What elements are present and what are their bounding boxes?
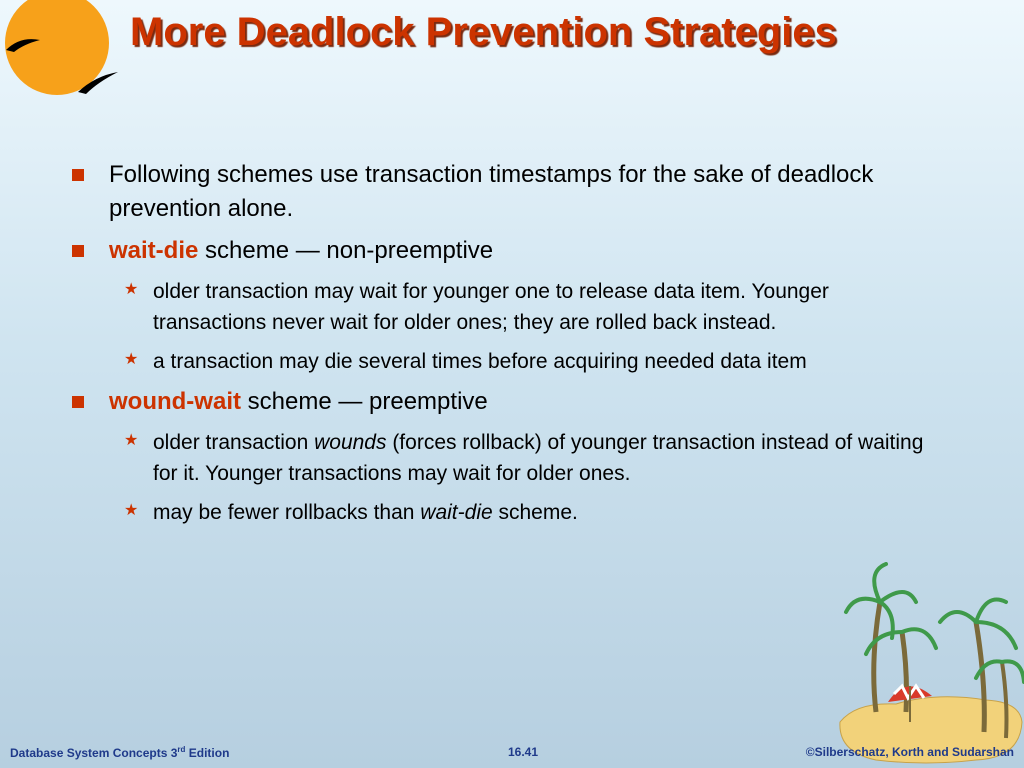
keyword-wound-wait: wound-wait: [109, 388, 241, 415]
star-bullet-icon: ★: [124, 351, 139, 368]
sub-bullet-item: [72, 497, 932, 528]
sub-bullet-text: a transaction may die several times before acquiring needed data item: [153, 350, 807, 373]
footer: [0, 745, 1024, 765]
italic-term: wait-die: [420, 501, 493, 524]
sun-birds-logo-icon: [0, 0, 130, 100]
square-bullet-icon: [72, 245, 84, 257]
bullet-text: scheme — preemptive: [240, 388, 488, 415]
star-bullet-icon: ★: [124, 502, 139, 519]
footer-page-number: 16.41: [508, 745, 539, 759]
square-bullet-icon: [72, 169, 84, 181]
italic-term: wounds: [314, 431, 387, 454]
slide-content: [72, 158, 932, 536]
square-bullet-icon: [72, 396, 84, 408]
bullet-item: [72, 385, 932, 419]
bullet-text: Following schemes use transaction timestamps for the sake of deadlock prevention alone.: [109, 161, 874, 222]
star-bullet-icon: ★: [124, 281, 139, 298]
sub-bullet-item: [72, 427, 932, 489]
sub-bullet-text: older transaction may wait for younger one to release data item. Younger transactions never wait for older ones; they are rolled back instead.: [153, 280, 829, 334]
bullet-item: [72, 158, 932, 226]
sub-bullet-item: [72, 276, 932, 338]
bullet-item: [72, 234, 932, 268]
footer-copyright: ©Silberschatz, Korth and Sudarshan: [805, 745, 1014, 759]
slide-title: More Deadlock Prevention Strategies: [130, 10, 837, 54]
palm-island-icon: [836, 562, 1024, 768]
sub-bullet-item: [72, 346, 932, 377]
sub-bullet-text-pre: older transaction: [153, 431, 315, 454]
sub-bullet-text-post: (forces rollback) of younger transaction instead of waiting for it. Younger transactions may wait for older ones.: [153, 431, 924, 485]
keyword-wait-die: wait-die: [109, 237, 199, 264]
footer-book-title: Database System Concepts 3rd Edition: [10, 745, 230, 760]
sub-bullet-text-post: scheme.: [492, 501, 578, 524]
star-bullet-icon: ★: [124, 432, 139, 449]
bullet-text: scheme — non-preemptive: [198, 237, 494, 264]
sub-bullet-text-pre: may be fewer rollbacks than: [153, 501, 421, 524]
